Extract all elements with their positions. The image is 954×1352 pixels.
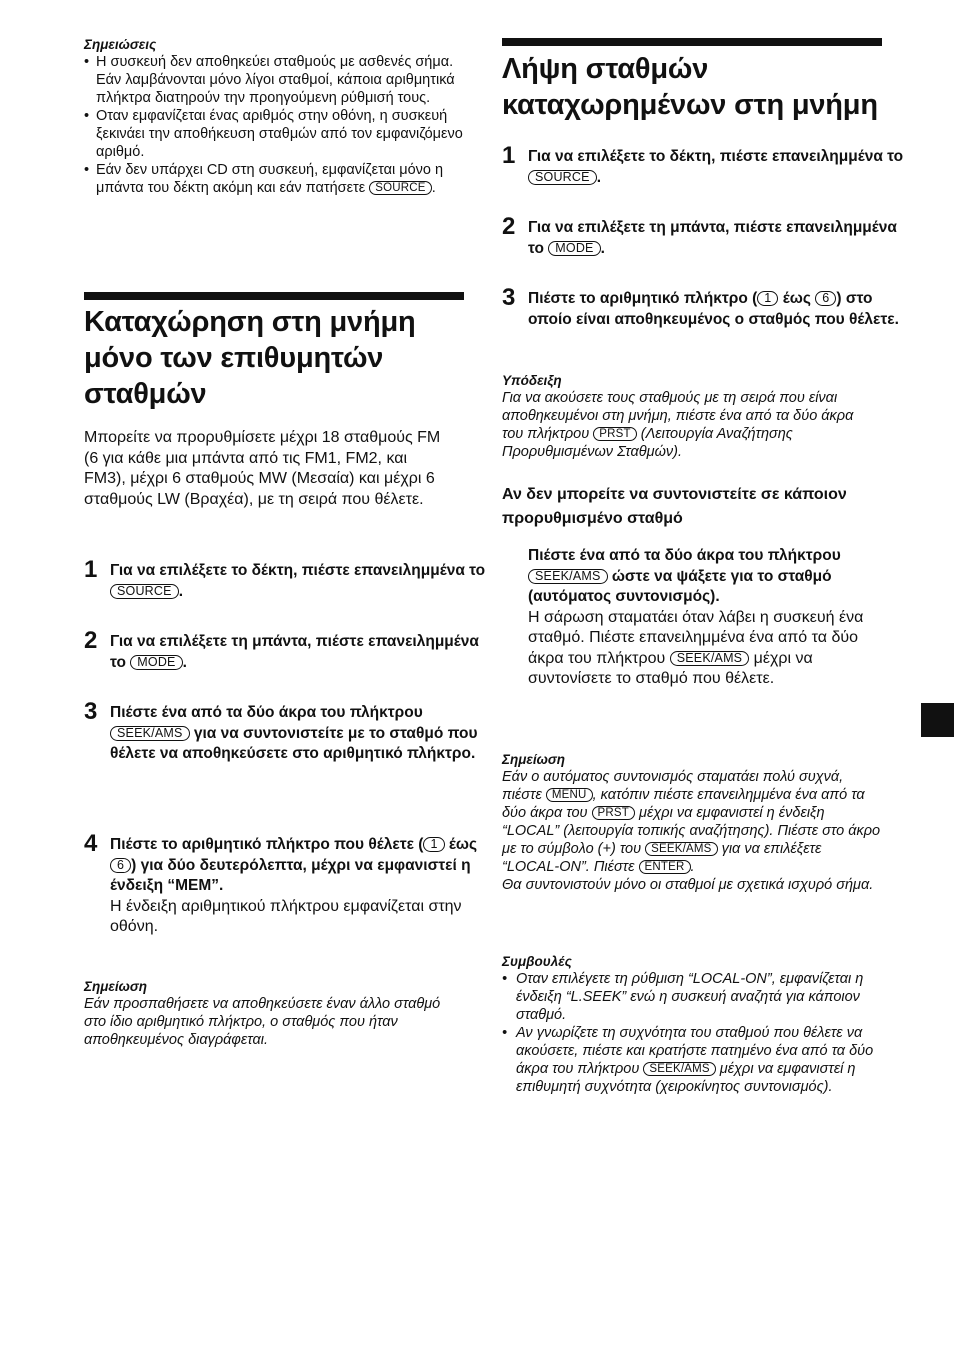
step-4: 4 Πιέστε το αριθμητικό πλήκτρο που θέλετε ( 1 έως 6 ) για δύο δευτερόλεπτα, μέχρι να εμφανιστεί η ένδειξη “MEM”. Η ένδειξη αριθμητικού πλήκτρου εμφανίζεται στην οθόνη.: [84, 830, 478, 935]
note-title: Σημείωση: [84, 979, 148, 994]
tip-item: • Αν γνωρίζετε τη συχνότητα του σταθμού που θέλετε να ακούσετε, πιέστε και κρατήστε πατημένο ένα από τα δύο άκρα του πλήκτρου SEEK/AMS μέχρι να εμφανιστεί η επιθυμητή συχνότητα (χειροκίνητος συντονισμός).: [502, 1024, 882, 1096]
step-number: 4: [84, 830, 98, 857]
step-2: 2 Για να επιλέξετε τη μπάντα, πιέστε επανειλημμένα το MODE .: [84, 627, 479, 671]
prst-key: PRST: [593, 427, 636, 441]
source-key: SOURCE: [528, 170, 597, 185]
note-block: Σημείωση Εάν ο αυτόματος συντονισμός σταματάει πολύ συχνά, πιέστε MENU , κατόπιν πιέστε επανειλημμένα ένα από τα δύο άκρα του PRST μέχρι να εμφανιστεί η ένδειξη “LOCAL” (λειτουργία τοπικής αναζήτησης). Πιέστε στο άκρο με το σύμβολο (+) του SEEK/AMS για να επιλέξετε “LOCAL-ON”. Πιέστε ENTER . Θα συντονιστούν μόνο οι σταθμοί με σχετικά ισχυρό σήμα.: [502, 752, 881, 893]
number-6-key: 6: [815, 291, 836, 306]
step-3: 3 Πιέστε ένα από τα δύο άκρα του πλήκτρου SEEK/AMS για να συντονιστείτε με το σταθμό που θέλετε να αποθηκεύσετε στο αριθμητικό πλήκτρο.: [84, 698, 478, 762]
seek-ams-key: SEEK/AMS: [670, 651, 750, 666]
number-6-key: 6: [110, 858, 131, 873]
enter-key: ENTER: [639, 860, 691, 874]
number-1-key: 1: [423, 837, 444, 852]
section-tab-marker: [921, 703, 954, 737]
note-item: • Εάν δεν υπάρχει CD στη συσκευή, εμφανίζεται μόνο η μπάντα του δέκτη ακόμη και εάν πατήσετε SOURCE .: [84, 161, 464, 197]
section-rule: [502, 38, 882, 46]
source-key: SOURCE: [110, 584, 179, 599]
number-1-key: 1: [757, 291, 778, 306]
step-1: 1 Για να επιλέξετε το δέκτη, πιέστε επανειλημμένα το SOURCE .: [502, 142, 904, 186]
note-block: [84, 978, 456, 1049]
mode-key: MODE: [130, 655, 182, 670]
step-number: 3: [502, 284, 516, 311]
notes-list: [84, 53, 464, 197]
note-item: • Οταν εμφανίζεται ένας αριθμός στην οθόνη, η συσκευή ξεκινάει την αποθήκευση σταθμών από τον εμφανιζόμενο αριθμό.: [84, 107, 464, 161]
notes-title: Σημειώσεις: [84, 37, 157, 52]
seek-ams-key: SEEK/AMS: [643, 1062, 715, 1076]
seek-ams-key: SEEK/AMS: [528, 569, 608, 584]
step-number: 1: [502, 142, 516, 169]
step-1: 1 Για να επιλέξετε το δέκτη, πιέστε επανειλημμένα το SOURCE .: [84, 556, 486, 600]
note-text: Εάν προσπαθήσετε να αποθηκεύσετε έναν άλλο σταθμό στο ίδιο αριθμητικό πλήκτρο, ο σταθμός που ήταν αποθηκευμένος διαγράφεται.: [84, 996, 441, 1048]
menu-key: MENU: [546, 788, 593, 802]
note-title: Σημείωση: [502, 752, 566, 767]
step-number: 3: [84, 698, 98, 725]
notes-block: [84, 36, 464, 197]
step-2: 2 Για να επιλέξετε τη μπάντα, πιέστε επανειλημμένα το MODE .: [502, 213, 897, 257]
subsection-heading: Αν δεν μπορείτε να συντονιστείτε σε κάποιον προρυθμισμένο σταθμό: [502, 486, 847, 527]
step-3: 3 Πιέστε το αριθμητικό πλήκτρο ( 1 έως 6 ) στο οποίο είναι αποθηκευμένος ο σταθμός που θέλετε.: [502, 284, 899, 328]
step-number: 1: [84, 556, 98, 583]
tips-list: [502, 970, 882, 1096]
step-number: 2: [84, 627, 98, 654]
subsection-body: Πιέστε ένα από τα δύο άκρα του πλήκτρου SEEK/AMS ώστε να ψάξετε για το σταθμό (αυτόματος συντονισμός). Η σάρωση σταματάει όταν λάβει η συσκευή ένα σταθμό. Πιέστε επανειλημμένα ένα από τα δύο άκρα του πλήκτρου SEEK/AMS μέχρι να συντονίσετε το σταθμό που θέλετε.: [528, 547, 864, 687]
intro-text: Μπορείτε να προρυθμίσετε μέχρι 18 σταθμούς FM (6 για κάθε μια μπάντα από τις FM1, FM2, και FM3), μέχρι 6 σταθμούς MW (Μεσαία) και μέχρι 6 σταθμούς LW (Βραχέα), με τη σειρά που θέλετε.: [84, 429, 441, 508]
source-key: SOURCE: [369, 181, 431, 195]
note-item: • Η συσκευή δεν αποθηκεύει σταθμούς με ασθενές σήμα. Εάν λαμβάνονται μόνο λίγοι σταθμοί, κάποια αριθμητικά πλήκτρα διατηρούν την προηγούμενη ρύθμισή τους.: [84, 53, 464, 107]
step-number: 2: [502, 213, 516, 240]
mode-key: MODE: [548, 241, 600, 256]
seek-ams-key: SEEK/AMS: [110, 726, 190, 741]
tips-block: [502, 953, 882, 1096]
tip-item: • Οταν επιλέγετε τη ρύθμιση “LOCAL-ON”, εμφανίζεται η ένδειξη “L.SEEK” ενώ η συσκευή αναζητά για κάποιον σταθμό.: [502, 970, 882, 1024]
section-title: Καταχώρηση στη μνήμη μόνο των επιθυμητών σταθμών: [84, 306, 416, 410]
prst-key: PRST: [592, 806, 635, 820]
hint-block: Υπόδειξη Για να ακούσετε τους σταθμούς με τη σειρά που είναι αποθηκευμένοι στη μνήμη, πιέστε ένα από τα δύο άκρα του πλήκτρου PRST (Λειτουργία Αναζήτησης Προρυθμισμένων Σταθμών).: [502, 372, 877, 461]
seek-ams-key: SEEK/AMS: [645, 842, 717, 856]
tips-title: Συμβουλές: [502, 954, 572, 969]
section-title: Λήψη σταθμών καταχωρημένων στη μνήμη: [502, 53, 878, 121]
hint-title: Υπόδειξη: [502, 373, 562, 388]
section-rule: [84, 292, 464, 300]
